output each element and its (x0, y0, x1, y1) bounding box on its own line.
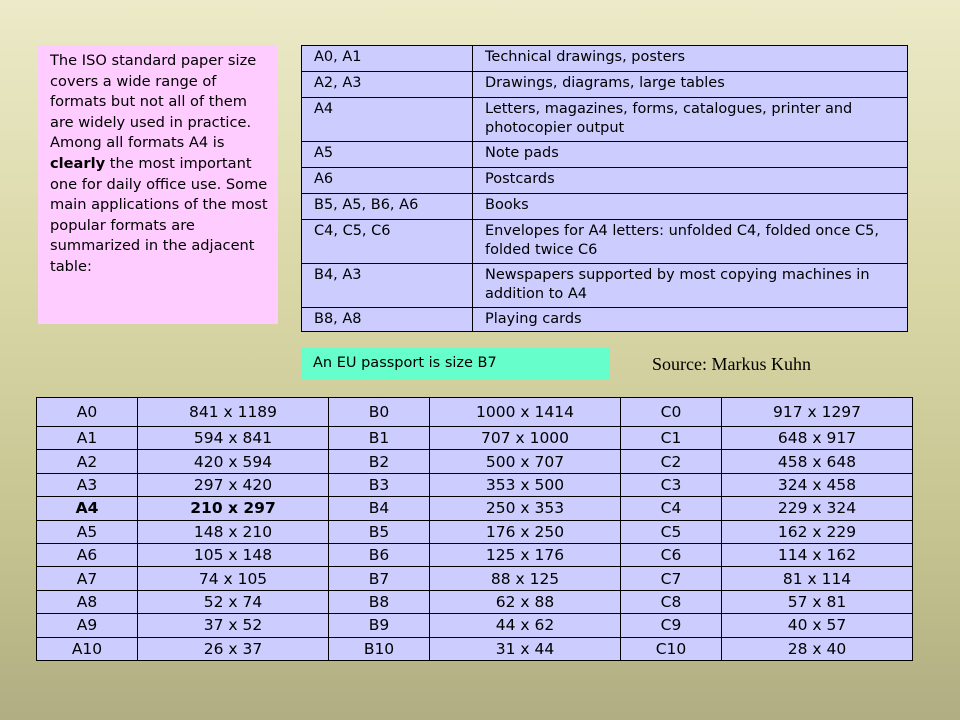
application-use: Postcards (473, 168, 908, 194)
size-label: B1 (329, 427, 430, 450)
size-dimensions: 648 x 917 (722, 427, 913, 450)
size-dimensions: 707 x 1000 (430, 427, 621, 450)
size-dimensions: 148 x 210 (138, 520, 329, 543)
size-label: C7 (621, 567, 722, 590)
application-use: Books (473, 194, 908, 220)
size-label: C6 (621, 543, 722, 566)
size-dimensions: 62 x 88 (430, 590, 621, 613)
application-formats: B5, A5, B6, A6 (302, 194, 473, 220)
paper-size-row (37, 450, 913, 473)
size-label: A9 (37, 614, 138, 637)
size-label: A0 (37, 398, 138, 427)
size-label: A3 (37, 473, 138, 496)
size-label: C1 (621, 427, 722, 450)
size-dimensions: 210 x 297 (138, 497, 329, 520)
size-label: B5 (329, 520, 430, 543)
size-dimensions: 125 x 176 (430, 543, 621, 566)
application-formats: A4 (302, 98, 473, 142)
size-label: B6 (329, 543, 430, 566)
paper-size-row (37, 543, 913, 566)
size-dimensions: 37 x 52 (138, 614, 329, 637)
paper-size-row (37, 637, 913, 660)
applications-row (302, 308, 908, 332)
size-dimensions: 250 x 353 (430, 497, 621, 520)
size-label: B9 (329, 614, 430, 637)
applications-row (302, 142, 908, 168)
intro-text-box (38, 45, 278, 324)
application-use: Note pads (473, 142, 908, 168)
application-use: Newspapers supported by most copying machines in addition to A4 (473, 264, 908, 308)
size-dimensions: 57 x 81 (722, 590, 913, 613)
size-dimensions: 420 x 594 (138, 450, 329, 473)
size-label: C3 (621, 473, 722, 496)
size-label: C0 (621, 398, 722, 427)
application-formats: A0, A1 (302, 46, 473, 72)
paper-size-row (37, 590, 913, 613)
size-dimensions: 594 x 841 (138, 427, 329, 450)
size-label: C8 (621, 590, 722, 613)
applications-row (302, 168, 908, 194)
size-dimensions: 52 x 74 (138, 590, 329, 613)
source-credit: Source: Markus Kuhn (652, 354, 811, 374)
size-dimensions: 26 x 37 (138, 637, 329, 660)
size-label: C5 (621, 520, 722, 543)
size-label: A6 (37, 543, 138, 566)
size-dimensions: 162 x 229 (722, 520, 913, 543)
intro-text-end: the most important one for daily office use. Some main applications of the most popular formats are summarized in the adjacent table: (50, 154, 268, 275)
size-dimensions: 229 x 324 (722, 497, 913, 520)
size-dimensions: 353 x 500 (430, 473, 621, 496)
application-formats: C4, C5, C6 (302, 220, 473, 264)
size-dimensions: 1000 x 1414 (430, 398, 621, 427)
size-dimensions: 841 x 1189 (138, 398, 329, 427)
application-formats: A6 (302, 168, 473, 194)
application-use: Playing cards (473, 308, 908, 332)
size-label: A10 (37, 637, 138, 660)
size-dimensions: 28 x 40 (722, 637, 913, 660)
size-label: A5 (37, 520, 138, 543)
size-label: C9 (621, 614, 722, 637)
paper-sizes-table (36, 397, 913, 661)
size-label: A2 (37, 450, 138, 473)
application-use: Envelopes for A4 letters: unfolded C4, folded once C5, folded twice C6 (473, 220, 908, 264)
size-label: A4 (37, 497, 138, 520)
size-dimensions: 917 x 1297 (722, 398, 913, 427)
size-label: B2 (329, 450, 430, 473)
application-use: Drawings, diagrams, large tables (473, 72, 908, 98)
applications-row (302, 194, 908, 220)
paper-size-row (37, 497, 913, 520)
paper-size-row (37, 427, 913, 450)
size-label: B4 (329, 497, 430, 520)
applications-table (301, 45, 908, 332)
size-label: A1 (37, 427, 138, 450)
intro-text: The ISO standard paper size covers a wide range of formats but not all of them are widely used in practice. Among all formats A4 is (50, 52, 257, 152)
size-dimensions: 44 x 62 (430, 614, 621, 637)
size-label: B3 (329, 473, 430, 496)
application-use: Technical drawings, posters (473, 46, 908, 72)
size-dimensions: 31 x 44 (430, 637, 621, 660)
paper-size-row (37, 473, 913, 496)
size-dimensions: 105 x 148 (138, 543, 329, 566)
paper-size-row (37, 614, 913, 637)
size-label: B7 (329, 567, 430, 590)
size-dimensions: 176 x 250 (430, 520, 621, 543)
applications-row (302, 72, 908, 98)
size-label: B0 (329, 398, 430, 427)
passport-note: An EU passport is size B7 (301, 348, 610, 379)
intro-emphasis: clearly (50, 154, 106, 172)
size-label: C10 (621, 637, 722, 660)
application-formats: A5 (302, 142, 473, 168)
applications-row (302, 98, 908, 142)
size-dimensions: 74 x 105 (138, 567, 329, 590)
size-dimensions: 40 x 57 (722, 614, 913, 637)
applications-row (302, 264, 908, 308)
size-dimensions: 81 x 114 (722, 567, 913, 590)
size-dimensions: 324 x 458 (722, 473, 913, 496)
size-dimensions: 297 x 420 (138, 473, 329, 496)
size-label: C4 (621, 497, 722, 520)
application-formats: A2, A3 (302, 72, 473, 98)
paper-size-row (37, 398, 913, 427)
application-formats: B4, A3 (302, 264, 473, 308)
size-label: B10 (329, 637, 430, 660)
paper-size-row (37, 520, 913, 543)
application-formats: B8, A8 (302, 308, 473, 332)
paper-size-row (37, 567, 913, 590)
applications-row (302, 46, 908, 72)
size-dimensions: 88 x 125 (430, 567, 621, 590)
applications-row (302, 220, 908, 264)
application-use: Letters, magazines, forms, catalogues, printer and photocopier output (473, 98, 908, 142)
size-label: C2 (621, 450, 722, 473)
size-label: A7 (37, 567, 138, 590)
size-dimensions: 458 x 648 (722, 450, 913, 473)
size-label: B8 (329, 590, 430, 613)
size-dimensions: 114 x 162 (722, 543, 913, 566)
size-dimensions: 500 x 707 (430, 450, 621, 473)
size-label: A8 (37, 590, 138, 613)
